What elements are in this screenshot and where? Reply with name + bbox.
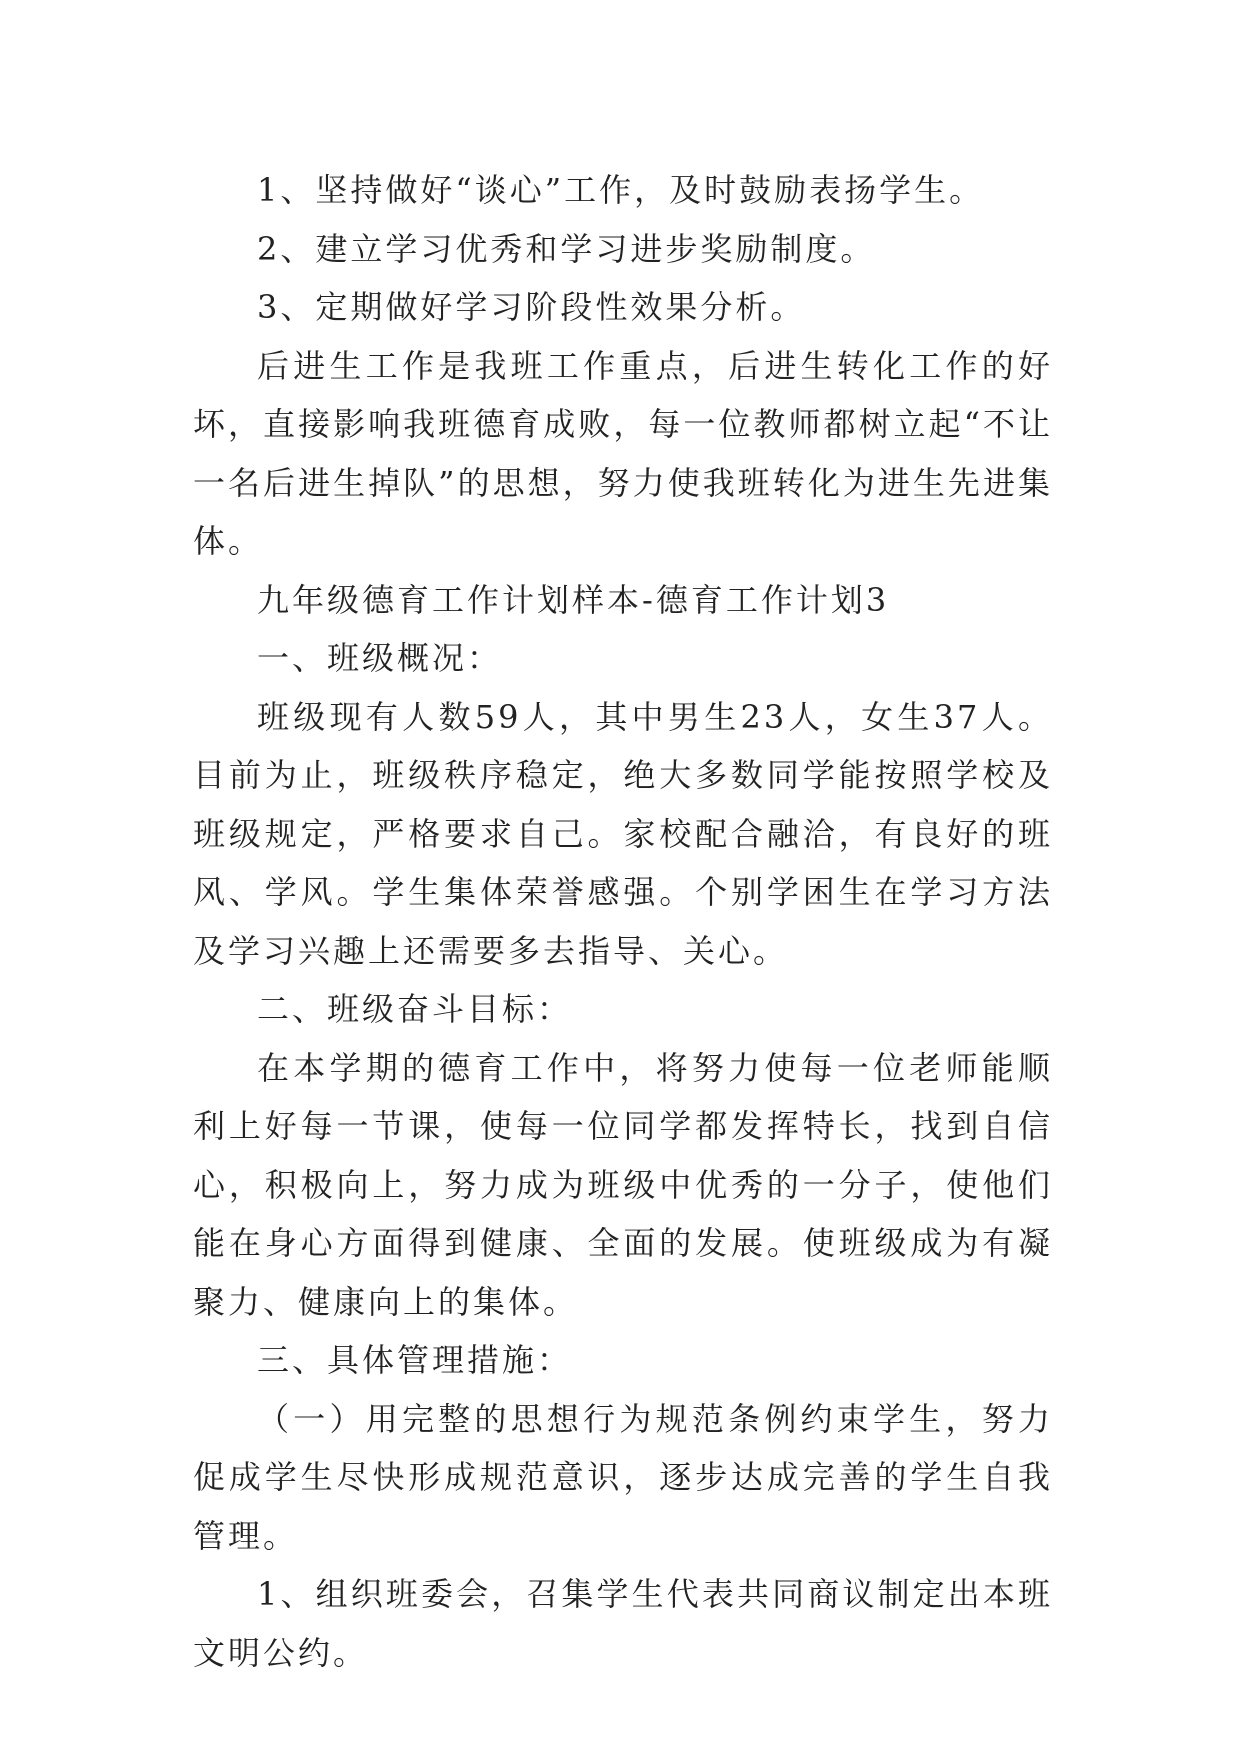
paragraph-class-overview: 班级现有人数59人，其中男生23人，女生37人。目前为止，班级秩序稳定，绝大多数同学能按照学校及班级规定，严格要求自己。家校配合融洽，有良好的班风、学风。学生集体荣誉感强。个别学困生在学习方法及学习兴趣上还需要多去指导、关心。 [193,697,1053,970]
paragraph-measure-1-item-1: 1、组织班委会，召集学生代表共同商议制定出本班文明公约。 [193,1575,1053,1672]
heading-class-goals: 二、班级奋斗目标： [257,990,573,1028]
paragraph-measure-1: （一）用完整的思想行为规范条例约束学生，努力促成学生尽快形成规范意识，逐步达成完善的学生自我管理。 [193,1399,1053,1555]
paragraph-1: 1、坚持做好“谈心”工作，及时鼓励表扬学生。 [257,171,985,209]
paragraph-class-goals: 在本学期的德育工作中，将努力使每一位老师能顺利上好每一节课，使每一位同学都发挥特长，找到自信心，积极向上，努力成为班级中优秀的一分子，使他们能在身心方面得到健康、全面的发展。使班级成为有凝聚力、健康向上的集体。 [193,1048,1053,1321]
document-body [193,161,1053,1682]
section-title: 九年级德育工作计划样本-德育工作计划3 [257,580,890,619]
heading-class-overview: 一、班级概况： [257,639,503,677]
heading-management-measures: 三、具体管理措施： [257,1341,573,1379]
paragraph-3: 3、定期做好学习阶段性效果分析。 [257,288,806,326]
paragraph-2: 2、建立学习优秀和学习进步奖励制度。 [257,229,876,268]
paragraph-4: 后进生工作是我班工作重点，后进生转化工作的好坏，直接影响我班德育成败，每一位教师都树立起“不让一名后进生掉队”的思想，努力使我班转化为进生先进集体。 [193,346,1053,560]
